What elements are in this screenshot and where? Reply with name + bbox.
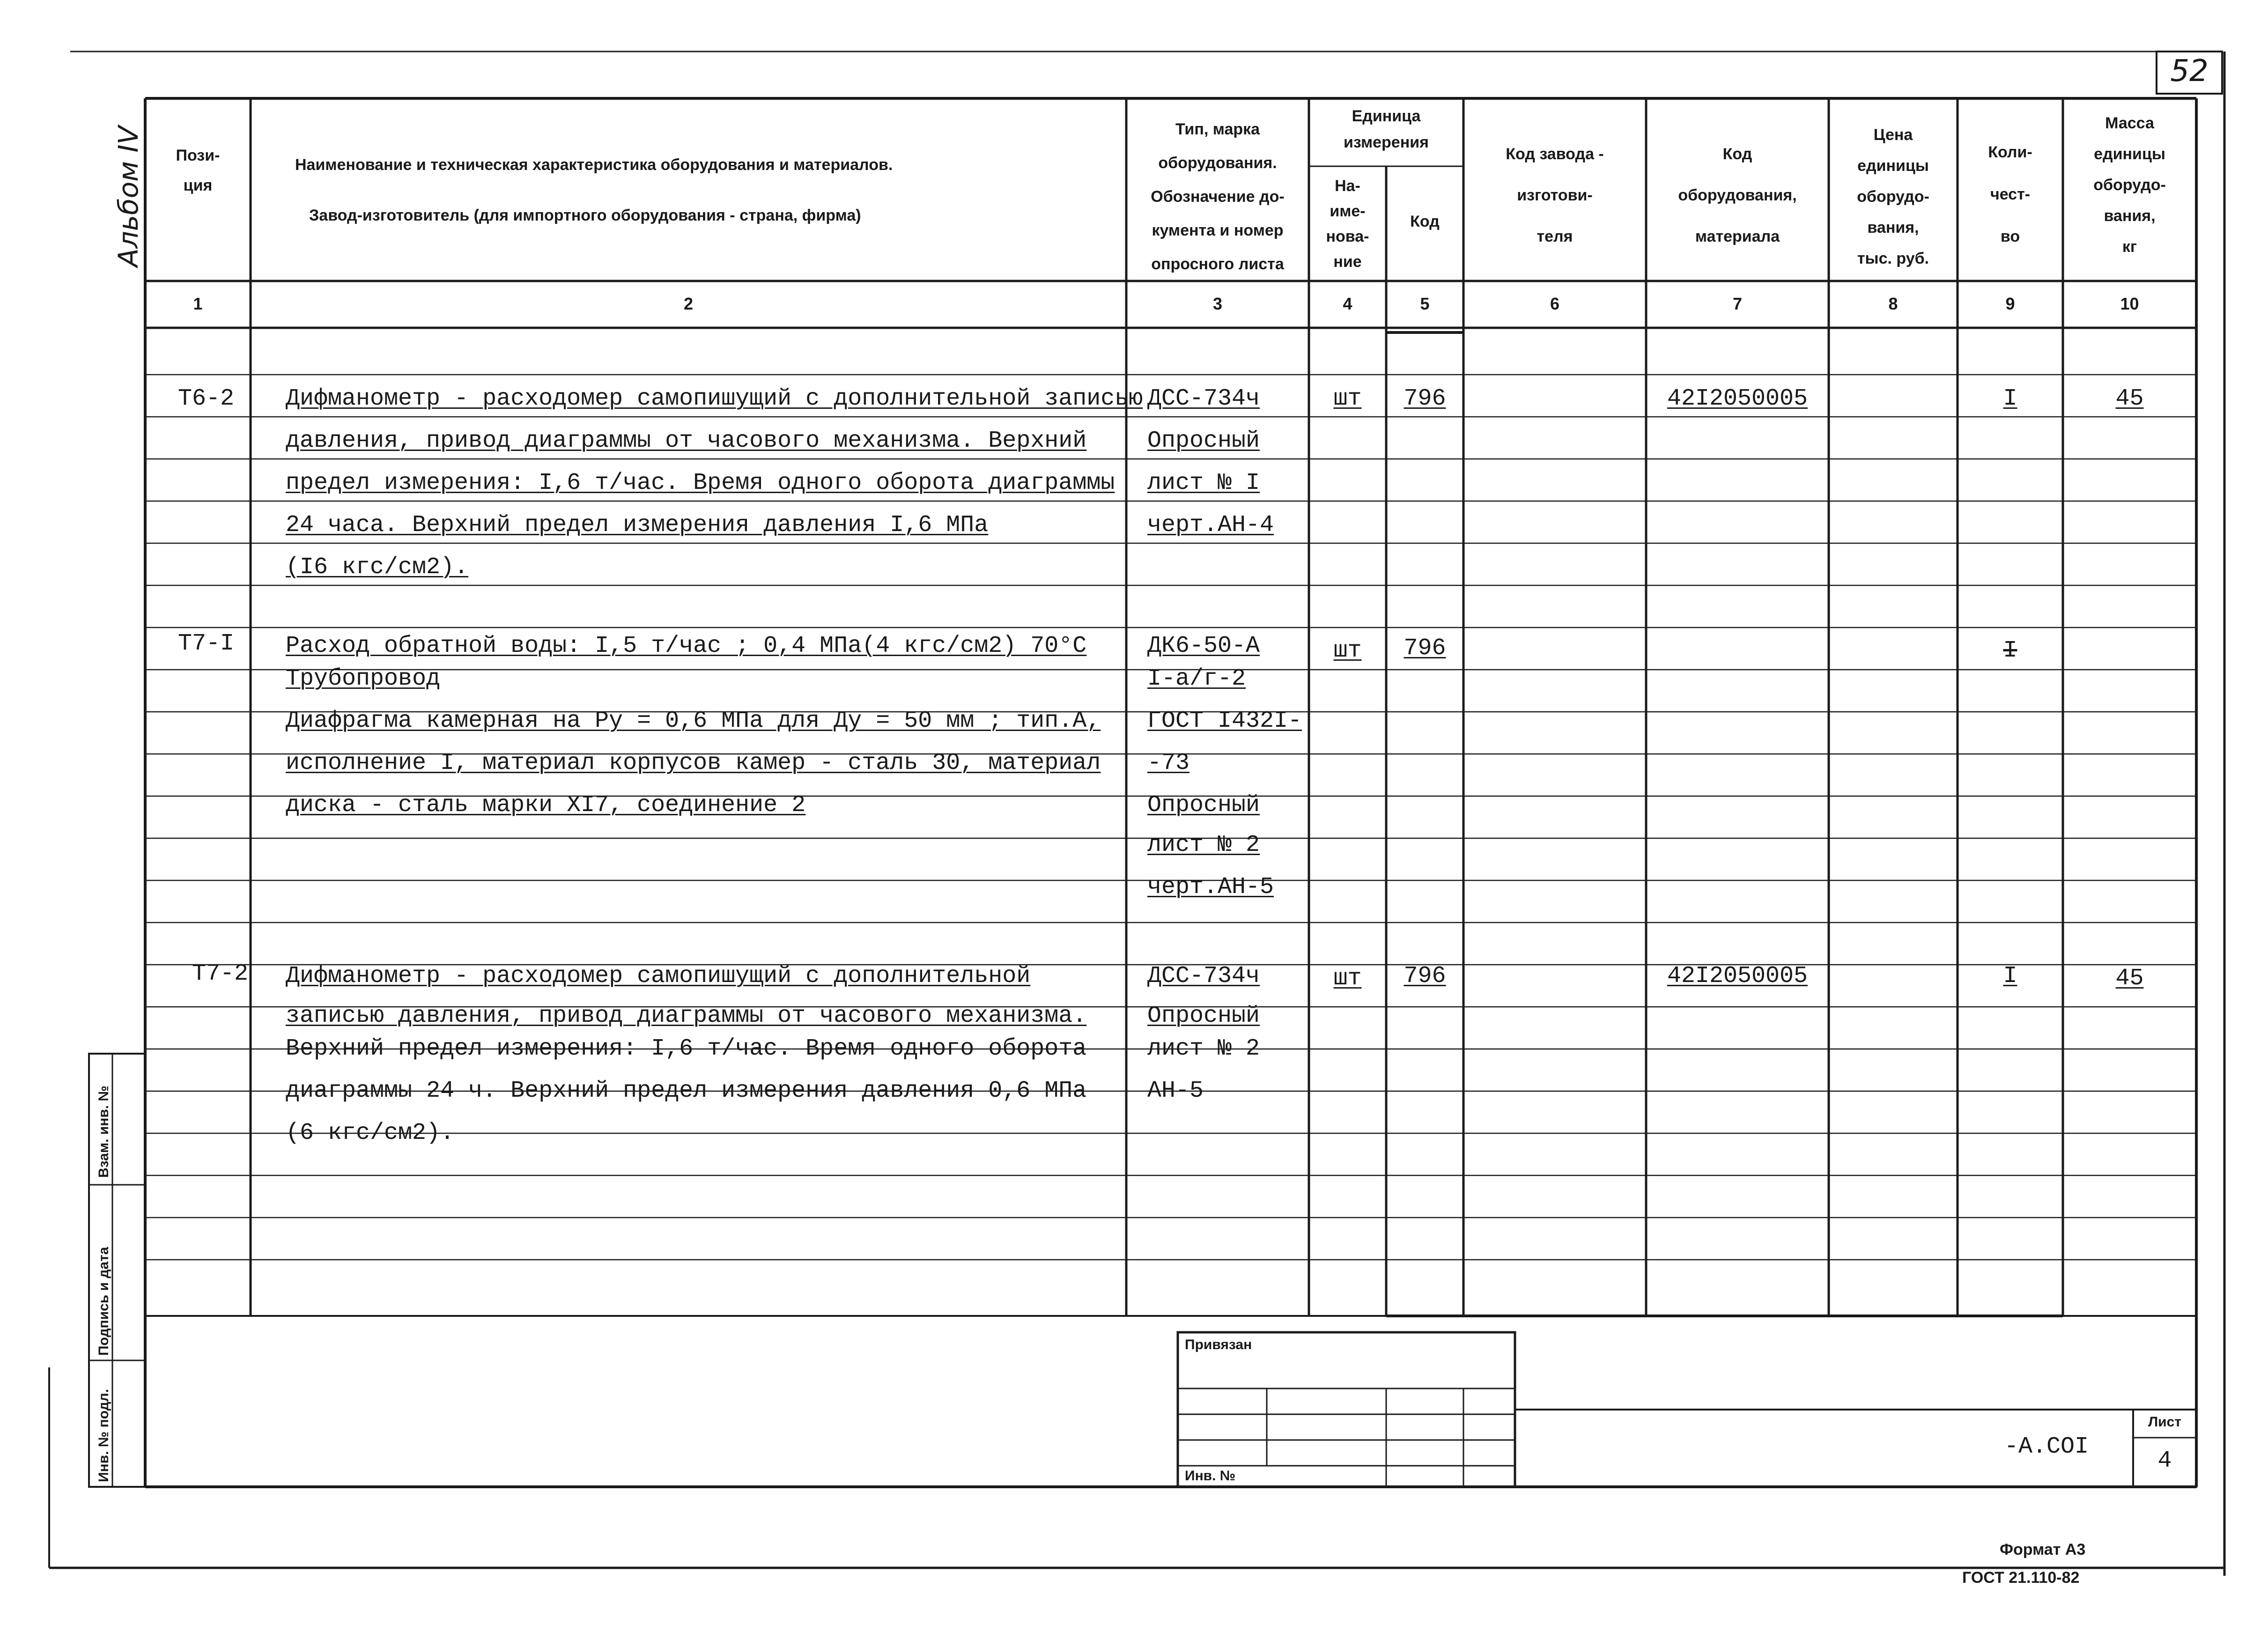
entry-type-line: I-а/г-2 [1147,665,1246,692]
entry-type-line: черт.АН-4 [1147,512,1274,539]
entry-unit-name: шт [1333,965,1362,992]
entry-quantity: I [2003,385,2017,412]
entry-quantity: I [2003,963,2017,990]
col-number: 2 [683,294,694,313]
entry-description-line: давления, привод диаграммы от часового механизма. Верхний [286,428,1087,454]
page-number: 52 [2170,54,2209,89]
entry-description-line: Дифманометр - расходомер самопишущий с дополнительной записью [286,385,1143,412]
entry-type-line: ДСС-734ч [1147,385,1260,412]
sheet-label: Лист [2148,1414,2181,1430]
col-number: 8 [1888,294,1898,313]
header-unit-group: Единица измерения [1344,107,1429,151]
entry-type-line: лист № I [1147,470,1260,496]
entry-description-line: Диафрагма камерная на Ру = 0,6 МПа для Ду = 50 мм ; тип.А, [286,708,1101,734]
stamp-inv-no: Инв. № [1185,1468,1236,1484]
entry-description-line: Дифманометр - расходомер самопишущий с дополнительной [286,963,1031,990]
album-label: Альбом IV [112,126,144,267]
entry-type-line: черт.АН-5 [1147,874,1274,901]
header-position: Пози- ция [176,147,220,194]
col-number: 4 [1343,294,1352,313]
entry-description-line: 24 часа. Верхний предел измерения давления I,6 МПа [286,512,989,539]
entry-quantity: I [2003,637,2017,664]
header-equipment-code: Код оборудования, материала [1678,145,1797,245]
entry-type-line: ДСС-734ч [1147,963,1260,990]
entry-position: Т7-I [178,630,235,657]
header-type: Тип, марка оборудования. Обозначение до- кумента и номер опросного листа [1151,120,1285,273]
entry-type-line: Опросный [1147,428,1260,454]
entry-position: Т7-2 [192,960,249,987]
entry-description-line: (I6 кгс/см2). [286,554,469,581]
stamp-inv-podl: Инв. № подл. [96,1388,111,1482]
entry-description-line: диска - сталь марки XI7, соединение 2 [286,792,806,819]
entry-mass: 45 [2115,385,2144,412]
entry-unit-code: 796 [1404,635,1446,662]
entry-description-line: предел измерения: I,6 т/час. Время одного оборота диаграммы [286,470,1115,496]
entry-description-line: диаграммы 24 ч. Верхний предел измерения давления 0,6 МПа [286,1078,1087,1104]
entry-description-line: исполнение I, материал корпусов камер - сталь 30, материал [286,750,1101,776]
gost-label: ГОСТ 21.110-82 [1962,1569,2080,1587]
entry-type-line: -73 [1147,750,1190,776]
entry-unit-name: шт [1333,637,1362,664]
stamp-vzam-inv: Взам. инв. № [96,1086,111,1178]
col-number: 10 [2120,294,2139,313]
stamp-privyazan: Привязан [1185,1337,1252,1352]
col-number: 1 [193,294,203,313]
entry-description-line: Расход обратной воды: I,5 т/час ; 0,4 МПа(4 кгс/см2) 70°С [286,633,1087,659]
header-quantity: Коли- чест- во [1988,143,2032,245]
entry-type-line: лист № 2 [1147,1035,1260,1062]
entry-description-line: Трубопровод [286,665,441,692]
col-number: 3 [1212,294,1223,313]
entry-unit-code: 796 [1404,385,1446,412]
header-price: Цена единицы оборудо- вания, тыс. руб. [1857,126,1929,267]
header-mass: Масса единицы оборудо- вания, кг [2093,114,2166,256]
col-number: 6 [1550,294,1560,313]
entry-unit-code: 796 [1404,963,1446,990]
entry-description-line: Верхний предел измерения: I,6 т/час. Время одного оборота [286,1035,1087,1062]
header-unit-name: На- име- нова- ние [1326,177,1369,271]
entry-description-line: (6 кгс/см2). [286,1120,455,1146]
entry-position: Т6-2 [178,385,235,412]
col-number: 7 [1732,294,1743,313]
col-number: 5 [1420,294,1430,313]
entry-unit-name: шт [1333,385,1362,412]
header-name: Наименование и техническая характеристика оборудования и материалов. Завод-изготовитель (для импортного оборудования - страна, фирма) [295,156,893,224]
entry-type-line: ДК6-50-А [1147,633,1260,659]
entry-type-line: Опросный [1147,792,1260,819]
entry-type-line: Опросный [1147,1003,1260,1029]
entry-mass: 45 [2115,965,2144,992]
entry-type-line: лист № 2 [1147,832,1260,858]
entry-equipment-code: 42I2050005 [1667,963,1808,990]
header-unit-code: Код [1410,213,1440,230]
col-number: 9 [2005,294,2015,313]
header-factory-code: Код завода - изготови- теля [1506,145,1604,245]
entry-type-line: ГОСТ I432I- [1147,708,1302,734]
format-label: Формат А3 [2000,1541,2086,1558]
entry-equipment-code: 42I2050005 [1667,385,1808,412]
entry-description-line: записью давления, привод диаграммы от часового механизма. [286,1003,1087,1029]
entry-type-line: АН-5 [1147,1078,1204,1104]
stamp-podpis-data: Подпись и дата [96,1247,111,1356]
sheet-number: 4 [2157,1447,2172,1474]
document-code: -А.СОI [2004,1433,2089,1460]
